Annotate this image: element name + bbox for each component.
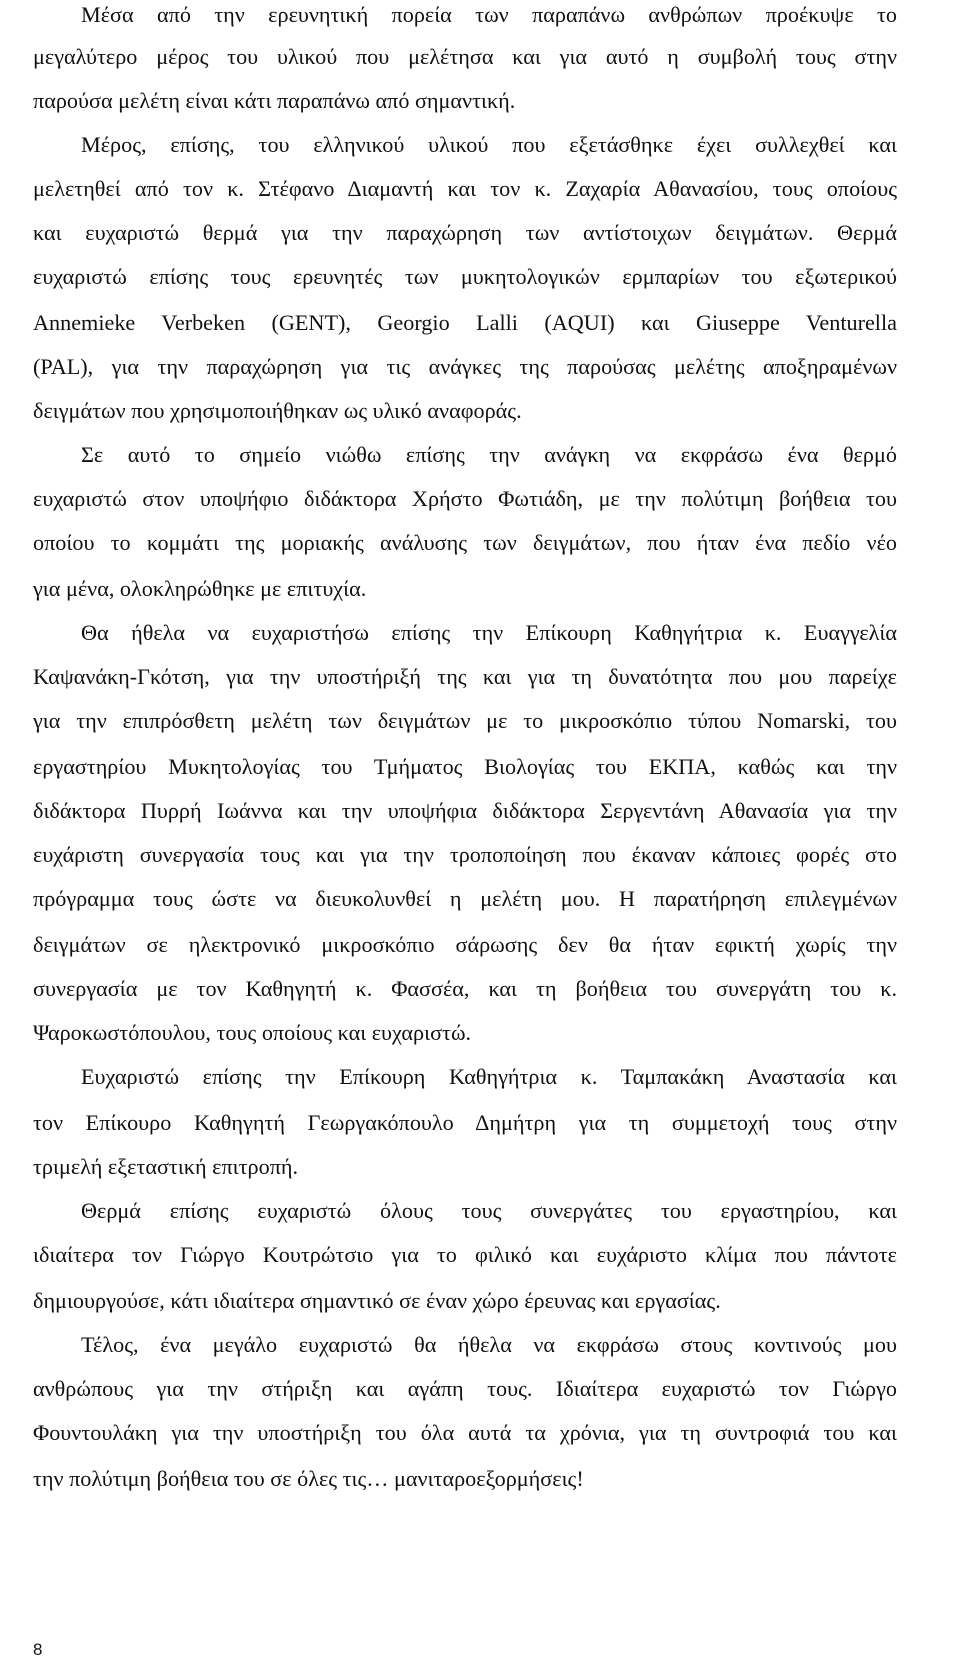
text-line: δειγμάτων που χρησιμοποιήθηκαν ως υλικό αναφοράς. [33, 398, 522, 423]
text-line: πρόγραμμα τους ώστε να διευκολυνθεί η μελέτη μου. Η παρατήρηση επιλεγμένων [33, 886, 897, 911]
text-line: ευχάριστη συνεργασία τους και για την τροποποίηση που έκαναν κάποιες φορές στο [33, 842, 897, 867]
text-line: ευχαριστώ επίσης τους ερευνητές των μυκητολογικών ερμπαρίων του εξωτερικού [33, 264, 897, 289]
text-line: Μέσα από την ερευνητική πορεία των παραπάνω ανθρώπων προέκυψε το [81, 2, 897, 27]
text-line: τον Επίκουρο Καθηγητή Γεωργακόπουλο Δημήτρη για τη συμμετοχή τους στην [33, 1110, 897, 1135]
text-line: παρούσα μελέτη είναι κάτι παραπάνω από σημαντική. [33, 88, 516, 113]
text-line: τριμελή εξεταστική επιτροπή. [33, 1154, 299, 1179]
text-line: διδάκτορα Πυρρή Ιωάννα και την υποψήφια διδάκτορα Σεργεντάνη Αθανασία για την [33, 798, 897, 823]
text-line: για μένα, ολοκληρώθηκε με επιτυχία. [33, 576, 367, 601]
text-line: Τέλος, ένα μεγάλο ευχαριστώ θα ήθελα να εκφράσω στους κοντινούς μου [81, 1332, 897, 1357]
text-line: ανθρώπους για την στήριξη και αγάπη τους. Ιδιαίτερα ευχαριστώ τον Γιώργο [33, 1376, 897, 1401]
text-line: Θα ήθελα να ευχαριστήσω επίσης την Επίκουρη Καθηγήτρια κ. Ευαγγελία [81, 620, 897, 645]
text-line: εργαστηρίου Μυκητολογίας του Τμήματος Βιολογίας του ΕΚΠΑ, καθώς και την [33, 754, 897, 779]
text-line: Ψαροκωστόπουλου, τους οποίους και ευχαριστώ. [33, 1020, 472, 1045]
page-number: 8 [33, 1640, 43, 1659]
text-line: την πολύτιμη βοήθεια του σε όλες τις… μανιταροεξορμήσεις! [33, 1466, 584, 1491]
text-line: Καψανάκη-Γκότση, για την υποστήριξή της και για τη δυνατότητα που μου παρείχε [33, 664, 897, 689]
text-line: οποίου το κομμάτι της μοριακής ανάλυσης των δειγμάτων, που ήταν ένα πεδίο νέο [33, 530, 897, 555]
text-line: Θερμά επίσης ευχαριστώ όλους τους συνεργάτες του εργαστηρίου, και [81, 1198, 897, 1223]
text-line: Φουντουλάκη για την υποστήριξη του όλα αυτά τα χρόνια, για τη συντροφιά του και [33, 1420, 897, 1445]
text-line: δειγμάτων σε ηλεκτρονικό μικροσκόπιο σάρωσης δεν θα ήταν εφικτή χωρίς την [33, 932, 897, 957]
text-line: για την επιπρόσθετη μελέτη των δειγμάτων με το μικροσκόπιο τύπου Nomarski, του [33, 708, 897, 733]
text-line: δημιουργούσε, κάτι ιδιαίτερα σημαντικό σε έναν χώρο έρευνας και εργασίας. [33, 1288, 721, 1313]
text-line: Annemieke Verbeken (GENT), Georgio Lalli (AQUI) και Giuseppe Venturella [33, 310, 897, 335]
text-line: και ευχαριστώ θερμά για την παραχώρηση των αντίστοιχων δειγμάτων. Θερμά [33, 220, 897, 245]
text-line: Μέρος, επίσης, του ελληνικού υλικού που εξετάσθηκε έχει συλλεχθεί και [81, 132, 897, 157]
text-line: μεγαλύτερο μέρος του υλικού που μελέτησα και για αυτό η συμβολή τους στην [33, 44, 897, 69]
text-line: συνεργασία με τον Καθηγητή κ. Φασσέα, και τη βοήθεια του συνεργάτη του κ. [33, 976, 897, 1001]
text-line: Ευχαριστώ επίσης την Επίκουρη Καθηγήτρια κ. Ταμπακάκη Αναστασία και [81, 1064, 897, 1089]
text-line: Σε αυτό το σημείο νιώθω επίσης την ανάγκη να εκφράσω ένα θερμό [81, 442, 897, 467]
text-line: ιδιαίτερα τον Γιώργο Κουτρώτσιο για το φιλικό και ευχάριστο κλίμα που πάντοτε [33, 1242, 897, 1267]
text-line: (PAL), για την παραχώρηση για τις ανάγκες της παρούσας μελέτης αποξηραμένων [33, 354, 897, 379]
text-line: ευχαριστώ στον υποψήφιο διδάκτορα Χρήστο Φωτιάδη, με την πολύτιμη βοήθεια του [33, 486, 897, 511]
text-line: μελετηθεί από τον κ. Στέφανο Διαμαντή και τον κ. Ζαχαρία Αθανασίου, τους οποίους [33, 176, 897, 201]
